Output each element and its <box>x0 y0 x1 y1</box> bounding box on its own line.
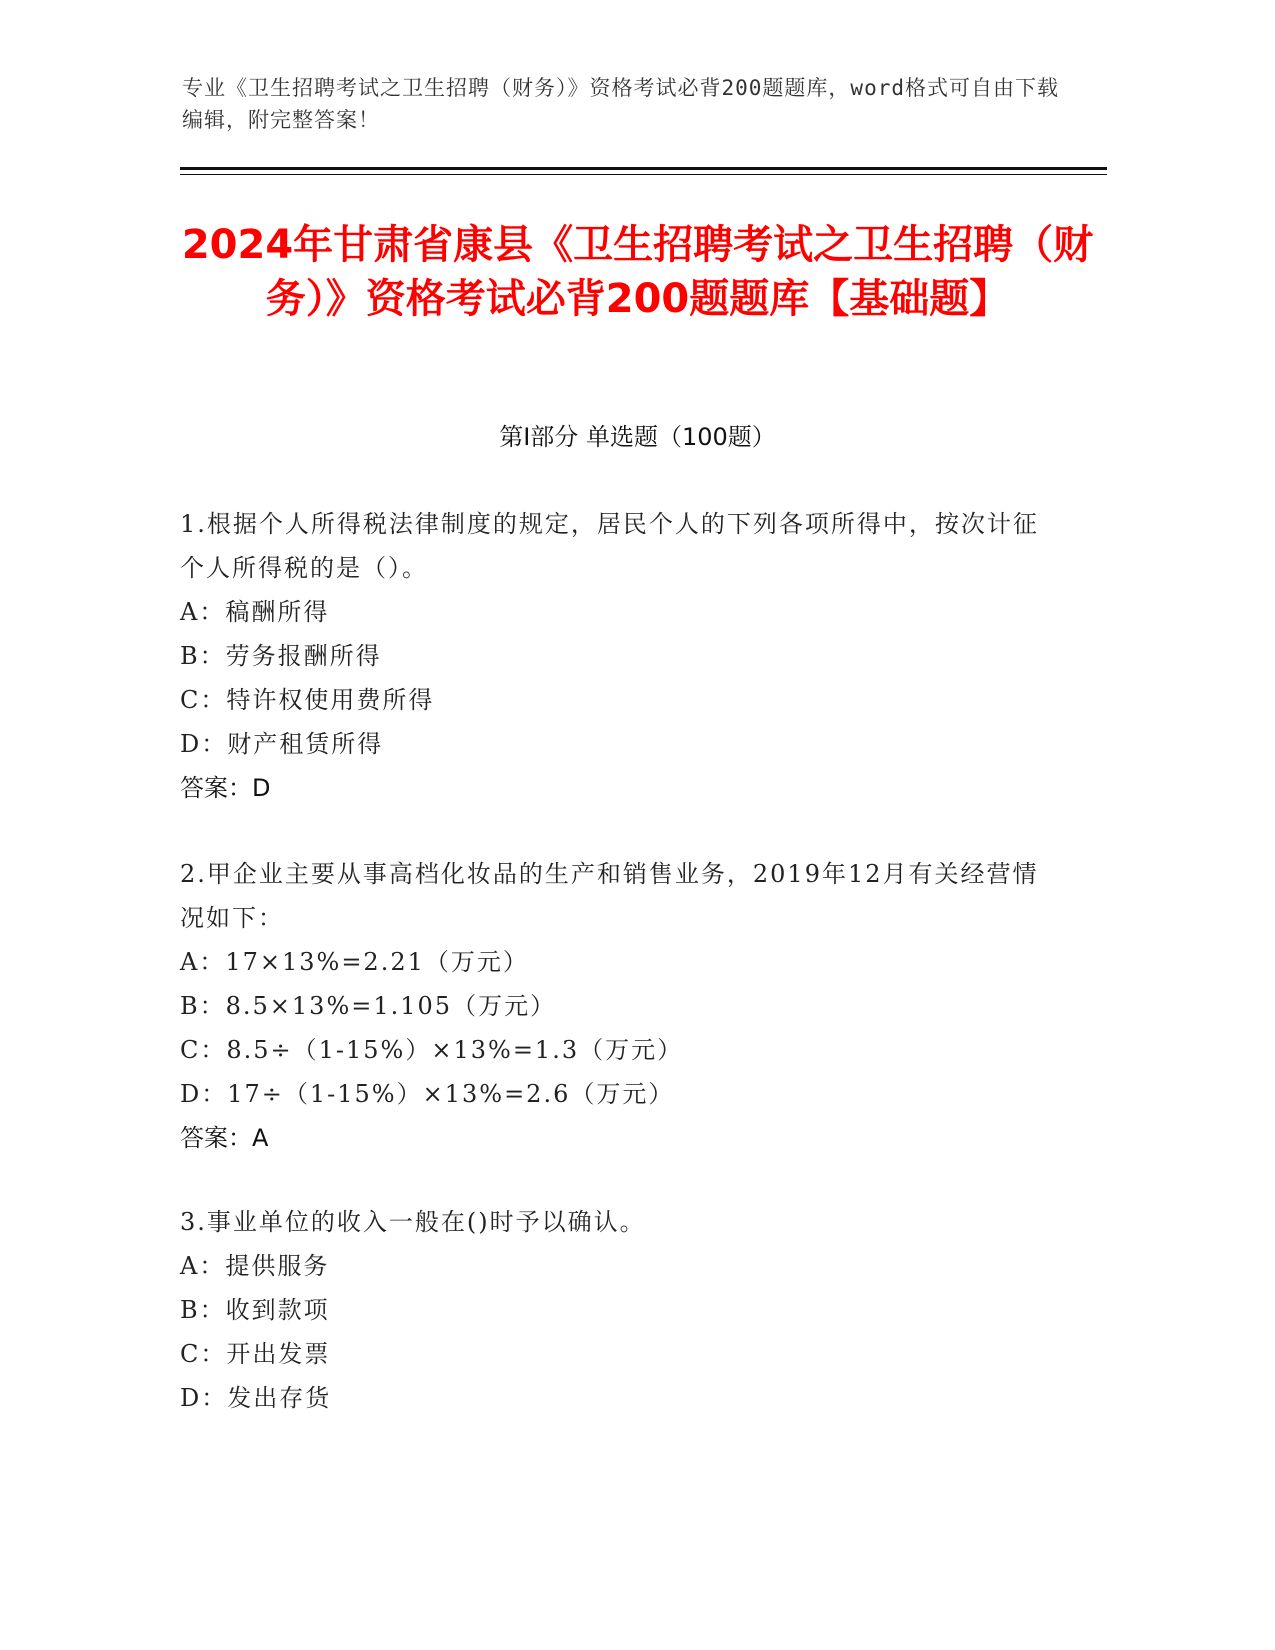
section-heading: 第Ⅰ部分 单选题（100题） <box>499 423 776 451</box>
question-option: B：收到款项 <box>180 1296 330 1324</box>
question-option: B：劳务报酬所得 <box>180 642 382 670</box>
header-divider-thick <box>180 167 1107 170</box>
question-option: A：稿酬所得 <box>180 598 330 626</box>
question-item <box>180 502 1050 810</box>
question-option: C：特许权使用费所得 <box>180 686 435 714</box>
question-answer: 答案：D <box>180 774 271 802</box>
question-option: C：开出发票 <box>180 1340 331 1368</box>
header-divider-thin <box>180 174 1107 175</box>
question-item <box>180 1200 1050 1420</box>
question-option: C：8.5÷（1-15%）×13%=1.3（万元） <box>180 1036 684 1064</box>
question-option: A：17×13%=2.21（万元） <box>180 948 529 976</box>
question-option: D：财产租赁所得 <box>180 730 384 758</box>
question-option: B：8.5×13%=1.105（万元） <box>180 992 557 1020</box>
question-stem: 2.甲企业主要从事高档化妆品的生产和销售业务，2019年12月有关经营情况如下： <box>180 860 1039 932</box>
header-note: 专业《卫生招聘考试之卫生招聘（财务）》资格考试必背200题题库，word格式可自由下载编辑，附完整答案！ <box>182 76 1059 132</box>
document-title: 2024年甘肃省康县《卫生招聘考试之卫生招聘（财务）》资格考试必背200题题库【基础题】 <box>181 222 1094 322</box>
question-stem: 1.根据个人所得税法律制度的规定，居民个人的下列各项所得中，按次计征个人所得税的是（）。 <box>180 510 1039 582</box>
question-answer: 答案：A <box>180 1124 269 1152</box>
question-option: D：发出存货 <box>180 1384 332 1412</box>
question-option: A：提供服务 <box>180 1252 330 1280</box>
question-stem: 3.事业单位的收入一般在()时予以确认。 <box>180 1208 646 1236</box>
question-option: D：17÷（1-15%）×13%=2.6（万元） <box>180 1080 675 1108</box>
question-item <box>180 852 1050 1160</box>
